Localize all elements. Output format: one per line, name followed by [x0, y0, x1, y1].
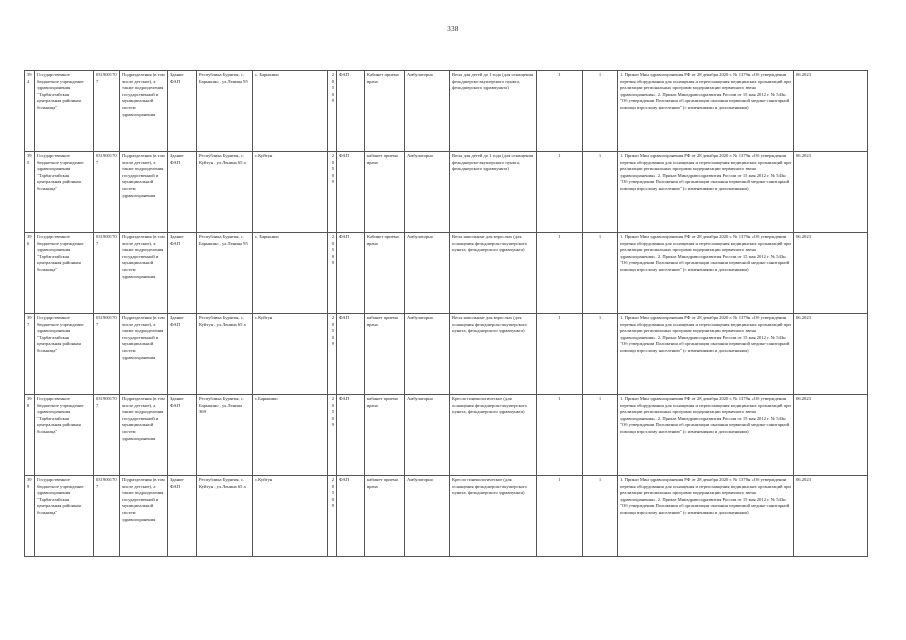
- quantity-required-cell: 1: [537, 152, 583, 233]
- quantity-required-cell: 1: [537, 71, 583, 152]
- room-cell: кабинет приема врача: [365, 152, 405, 233]
- organization-cell: Государственное бюджетное учреждение здравоохранения "Тарбагатайская центральная районная больница": [35, 476, 94, 557]
- care-mode-cell: Амбулаторно: [405, 314, 450, 395]
- unit-cell: Подразделения (в том числе детские), а также подразделения государственной и муниципальной систем здравоохранения: [120, 395, 168, 476]
- quantity-planned-cell: 1: [583, 395, 618, 476]
- date-cell: 06.2023: [794, 476, 868, 557]
- inn-cell: 0319001707: [94, 395, 120, 476]
- building-cell: Здание ФАП: [168, 71, 197, 152]
- building-cell: Здание ФАП: [168, 233, 197, 314]
- date-cell: 06.2023: [794, 233, 868, 314]
- room-cell: кабинет приема врача: [365, 476, 405, 557]
- organization-cell: Государственное бюджетное учреждение здравоохранения "Тарбагатайская центральная районная больница": [35, 314, 94, 395]
- row-number: 396: [25, 233, 35, 314]
- locality-cell: с.Куйтун: [253, 314, 328, 395]
- address-cell: Республика Бурятия, с. Куйтун , ул.Ленина 65 а: [197, 476, 253, 557]
- unit-cell: Подразделения (в том числе детские), а также подразделения государственной и муниципальной систем здравоохранения: [120, 476, 168, 557]
- locality-cell: с. Барыкино: [253, 71, 328, 152]
- row-number: 399: [25, 476, 35, 557]
- code-cell: 20509: [328, 395, 337, 476]
- equipment-cell: Кресло гинекологическое (для оснащения фельдшерско-акушерского пункта, фельдшерского здравпункта): [450, 395, 537, 476]
- equipment-table: [24, 70, 868, 557]
- building-cell: Здание ФАП: [168, 395, 197, 476]
- locality-cell: с.Куйтун: [253, 476, 328, 557]
- facility-type-cell: ФАП: [337, 314, 365, 395]
- unit-cell: Подразделения (в том числе детские), а также подразделения государственной и муниципальной систем здравоохранения: [120, 152, 168, 233]
- row-number: 394: [25, 71, 35, 152]
- date-cell: 06.2023: [794, 395, 868, 476]
- quantity-required-cell: 1: [537, 233, 583, 314]
- unit-cell: Подразделения (в том числе детские), а также подразделения государственной и муниципальной систем здравоохранения: [120, 314, 168, 395]
- table-row: [25, 71, 868, 152]
- address-cell: Республика Бурятия, с. Барыкино , ул.Ленина 369: [197, 395, 253, 476]
- room-cell: Кабинет приема врача: [365, 233, 405, 314]
- regulation-cell: 1. Приказ Мин здравоохранения РФ от 28 декабря 2020 г. № 1379н «Об утверждении перечня оборудования для оснащения и переоснащения медицинских организаций при реализации региональных программ модернизации первичного звена здравоохранения». 2. Приказ Минздравсоцразвития России от 15 мая 2012 г. № 543н "Об утверждении Положения об организации оказания первичной медико-санитарной помощи взрослому населению" (с изменениями и дополнениями): [618, 233, 794, 314]
- code-cell: 20509: [328, 314, 337, 395]
- quantity-planned-cell: 1: [583, 314, 618, 395]
- inn-cell: 0319001707: [94, 233, 120, 314]
- code-cell: 20509: [328, 476, 337, 557]
- equipment-cell: Весы напольные для взрослых (для оснащения фельдшерско-акушерского пункта, фельдшерского здравпункта): [450, 233, 537, 314]
- code-cell: 20509: [328, 152, 337, 233]
- quantity-planned-cell: 1: [583, 152, 618, 233]
- address-cell: Республика Бурятия, с. Барыкино , ул.Ленина 95: [197, 71, 253, 152]
- quantity-planned-cell: 1: [583, 476, 618, 557]
- facility-type-cell: ФАП: [337, 71, 365, 152]
- organization-cell: Государственное бюджетное учреждение здравоохранения "Тарбагатайская центральная районная больница": [35, 395, 94, 476]
- building-cell: Здание ФАП: [168, 314, 197, 395]
- inn-cell: 0319001707: [94, 476, 120, 557]
- address-cell: Республика Бурятия, с. Куйтун , ул.Ленина 65 а: [197, 314, 253, 395]
- regulation-cell: 1. Приказ Мин здравоохранения РФ от 28 декабря 2020 г. № 1379н «Об утверждении перечня оборудования для оснащения и переоснащения медицинских организаций при реализации региональных программ модернизации первичного звена здравоохранения». 2. Приказ Минздравсоцразвития России от 15 мая 2012 г. № 543н "Об утверждении Положения об организации оказания первичной медико-санитарной помощи взрослому населению" (с изменениями и дополнениями): [618, 71, 794, 152]
- organization-cell: Государственное бюджетное учреждение здравоохранения "Тарбагатайская центральная районная больница": [35, 152, 94, 233]
- care-mode-cell: Амбулаторно: [405, 395, 450, 476]
- room-cell: Кабинет приема врача: [365, 71, 405, 152]
- facility-type-cell: ФАП: [337, 395, 365, 476]
- care-mode-cell: Амбулаторно: [405, 233, 450, 314]
- quantity-planned-cell: 1: [583, 71, 618, 152]
- row-number: 398: [25, 395, 35, 476]
- table-row: [25, 314, 868, 395]
- code-cell: 20509: [328, 71, 337, 152]
- regulation-cell: 1. Приказ Мин здравоохранения РФ от 28 декабря 2020 г. № 1379н «Об утверждении перечня оборудования для оснащения и переоснащения медицинских организаций при реализации региональных программ модернизации первичного звена здравоохранения». 2. Приказ Минздравсоцразвития России от 15 мая 2012 г. № 543н "Об утверждении Положения об организации оказания первичной медико-санитарной помощи взрослому населению" (с изменениями и дополнениями): [618, 314, 794, 395]
- care-mode-cell: Амбулаторно: [405, 476, 450, 557]
- row-number: 397: [25, 314, 35, 395]
- care-mode-cell: Амбулаторно: [405, 71, 450, 152]
- room-cell: кабинет приема врача: [365, 314, 405, 395]
- row-number: 395: [25, 152, 35, 233]
- inn-cell: 0319001707: [94, 71, 120, 152]
- table-row: [25, 395, 868, 476]
- quantity-required-cell: 1: [537, 476, 583, 557]
- organization-cell: Государственное бюджетное учреждение здравоохранения "Тарбагатайская центральная районная больница": [35, 233, 94, 314]
- date-cell: 06.2023: [794, 314, 868, 395]
- regulation-cell: 1. Приказ Мин здравоохранения РФ от 28 декабря 2020 г. № 1379н «Об утверждении перечня оборудования для оснащения и переоснащения медицинских организаций при реализации региональных программ модернизации первичного звена здравоохранения». 2. Приказ Минздравсоцразвития России от 15 мая 2012 г. № 543н "Об утверждении Положения об организации оказания первичной медико-санитарной помощи взрослому населению" (с изменениями и дополнениями): [618, 476, 794, 557]
- quantity-planned-cell: 1: [583, 233, 618, 314]
- table-body: [25, 71, 868, 557]
- building-cell: Здание ФАП: [168, 476, 197, 557]
- locality-cell: с. Барыкино: [253, 233, 328, 314]
- care-mode-cell: Амбулаторно: [405, 152, 450, 233]
- table-row: [25, 233, 868, 314]
- facility-type-cell: ФАП: [337, 233, 365, 314]
- table-row: [25, 152, 868, 233]
- inn-cell: 0319001707: [94, 152, 120, 233]
- address-cell: Республика Бурятия, с. Барыкино , ул.Ленина 95: [197, 233, 253, 314]
- date-cell: 06.2023: [794, 152, 868, 233]
- locality-cell: с.Куйтун: [253, 152, 328, 233]
- code-cell: 20509: [328, 233, 337, 314]
- quantity-required-cell: 1: [537, 395, 583, 476]
- regulation-cell: 1. Приказ Мин здравоохранения РФ от 28 декабря 2020 г. № 1379н «Об утверждении перечня оборудования для оснащения и переоснащения медицинских организаций при реализации региональных программ модернизации первичного звена здравоохранения». 2. Приказ Минздравсоцразвития России от 15 мая 2012 г. № 543н "Об утверждении Положения об организации оказания первичной медико-санитарной помощи взрослому населению" (с изменениями и дополнениями): [618, 395, 794, 476]
- equipment-cell: Весы для детей до 1 года (для оснащения фельдшерско-акушерского пункта, фельдшерского здравпункта): [450, 152, 537, 233]
- table-row: [25, 476, 868, 557]
- unit-cell: Подразделения (в том числе детские), а также подразделения государственной и муниципальной систем здравоохранения: [120, 71, 168, 152]
- facility-type-cell: ФАП: [337, 476, 365, 557]
- building-cell: Здание ФАП: [168, 152, 197, 233]
- address-cell: Республика Бурятия, с. Куйтун , ул.Ленина 65 а: [197, 152, 253, 233]
- inn-cell: 0319001707: [94, 314, 120, 395]
- page-number: 338: [447, 25, 459, 33]
- equipment-cell: Кресло гинекологическое (для оснащения фельдшерско-акушерского пункта, фельдшерского здравпункта): [450, 476, 537, 557]
- regulation-cell: 1. Приказ Мин здравоохранения РФ от 28 декабря 2020 г. № 1379н «Об утверждении перечня оборудования для оснащения и переоснащения медицинских организаций при реализации региональных программ модернизации первичного звена здравоохранения». 2. Приказ Минздравсоцразвития России от 15 мая 2012 г. № 543н "Об утверждении Положения об организации оказания первичной медико-санитарной помощи взрослому населению" (с изменениями и дополнениями): [618, 152, 794, 233]
- equipment-cell: Весы напольные для взрослых (для оснащения фельдшерско-акушерского пункта, фельдшерского здравпункта): [450, 314, 537, 395]
- room-cell: кабинет приема врача: [365, 395, 405, 476]
- locality-cell: с.Барыкино: [253, 395, 328, 476]
- equipment-cell: Весы для детей до 1 года (для оснащения фельдшерско-акушерского пункта, фельдшерского здравпункта): [450, 71, 537, 152]
- facility-type-cell: ФАП: [337, 152, 365, 233]
- unit-cell: Подразделения (в том числе детские), а также подразделения государственной и муниципальной систем здравоохранения: [120, 233, 168, 314]
- organization-cell: Государственное бюджетное учреждение здравоохранения "Тарбагатайская центральная районная больница": [35, 71, 94, 152]
- date-cell: 06.2023: [794, 71, 868, 152]
- quantity-required-cell: 1: [537, 314, 583, 395]
